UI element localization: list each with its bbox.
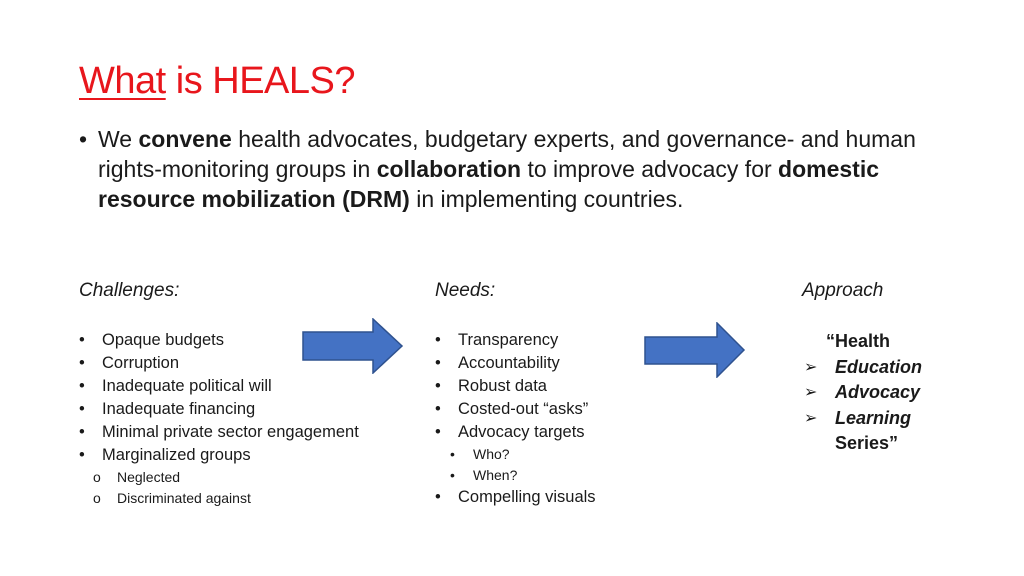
title-rest: is HEALS? xyxy=(165,60,356,102)
intro-text-4: in implementing countries. xyxy=(409,186,684,212)
needs-list xyxy=(435,329,596,509)
circle-bullet-icon: o xyxy=(93,489,101,506)
bullet-dot-icon: • xyxy=(79,423,85,441)
list-item: • Marginalized groups xyxy=(79,444,359,467)
needs-sublist xyxy=(435,444,596,486)
approach-line: “Health xyxy=(826,331,891,351)
challenges-heading: Challenges: xyxy=(79,280,180,301)
intro-bold-drm: domestic resource mobilization (DRM) xyxy=(98,156,880,212)
list-item: • Opaque budgets xyxy=(79,329,359,352)
list-item: • Accountability xyxy=(435,352,596,375)
checkmark-arrow-icon: ➢ xyxy=(804,409,818,427)
bullet-dot-icon: • xyxy=(79,331,85,349)
bullet-dot-icon: • xyxy=(450,467,455,483)
right-arrow-icon xyxy=(644,322,746,378)
approach-block xyxy=(802,329,922,457)
approach-item: ➢ Advocacy xyxy=(802,380,922,406)
bullet-dot-icon: • xyxy=(450,446,455,462)
list-item: • Compelling visuals xyxy=(435,486,596,509)
circle-bullet-icon: o xyxy=(93,469,101,485)
bullet-dot-icon: • xyxy=(79,377,85,395)
list-item: • Minimal private sector engagement xyxy=(79,421,359,444)
checkmark-arrow-icon: ➢ xyxy=(804,384,818,401)
sublist-wrapper xyxy=(435,444,596,486)
sub-list-item: • Who? xyxy=(435,444,596,465)
bullet-dot-icon: • xyxy=(435,423,441,441)
intro-paragraph xyxy=(79,124,978,214)
intro-text-2: health advocates, budgetary experts, and governance- and human rights-monitoring groups in xyxy=(98,126,916,182)
challenges-sublist xyxy=(79,467,359,508)
approach-item: ➢ Learning xyxy=(802,406,922,432)
sublist-wrapper xyxy=(79,467,359,508)
list-item: • Corruption xyxy=(79,352,359,375)
intro-bold-convene: convene xyxy=(138,126,232,152)
list-item: • Advocacy targets xyxy=(435,421,596,444)
intro-text-1: We xyxy=(98,126,139,152)
list-item: • Transparency xyxy=(435,329,596,352)
list-item: • Inadequate political will xyxy=(79,375,359,398)
list-item: • Costed-out “asks” xyxy=(435,398,596,421)
approach-heading: Approach xyxy=(802,280,884,301)
right-arrow-icon xyxy=(302,318,404,374)
sub-list-item: o Neglected xyxy=(79,467,359,488)
list-item: • Inadequate financing xyxy=(79,398,359,421)
bullet-dot-icon: • xyxy=(435,377,441,395)
list-item: • Robust data xyxy=(435,375,596,398)
bullet-dot-icon: • xyxy=(79,400,85,418)
intro-bold-collaboration: collaboration xyxy=(376,156,522,182)
bullet-dot-icon: • xyxy=(435,331,441,349)
checkmark-arrow-icon: ➢ xyxy=(804,358,818,376)
sub-list-item: o Discriminated against xyxy=(79,488,359,509)
title-underlined-word: What xyxy=(79,60,166,102)
bullet-dot-icon: • xyxy=(79,446,85,464)
bullet-dot-icon: • xyxy=(79,354,85,372)
needs-heading: Needs: xyxy=(435,280,496,301)
sub-list-item: • When? xyxy=(435,465,596,486)
approach-item: ➢ Education xyxy=(802,355,922,381)
bullet-dot-icon: • xyxy=(435,354,441,372)
approach-line: Series” xyxy=(835,433,899,453)
bullet-dot-icon: • xyxy=(435,488,441,506)
bullet-dot-icon: • xyxy=(435,400,441,418)
intro-text-3: to improve advocacy for xyxy=(521,156,779,182)
bullet-dot-icon: • xyxy=(79,126,88,152)
page-title xyxy=(79,60,355,103)
